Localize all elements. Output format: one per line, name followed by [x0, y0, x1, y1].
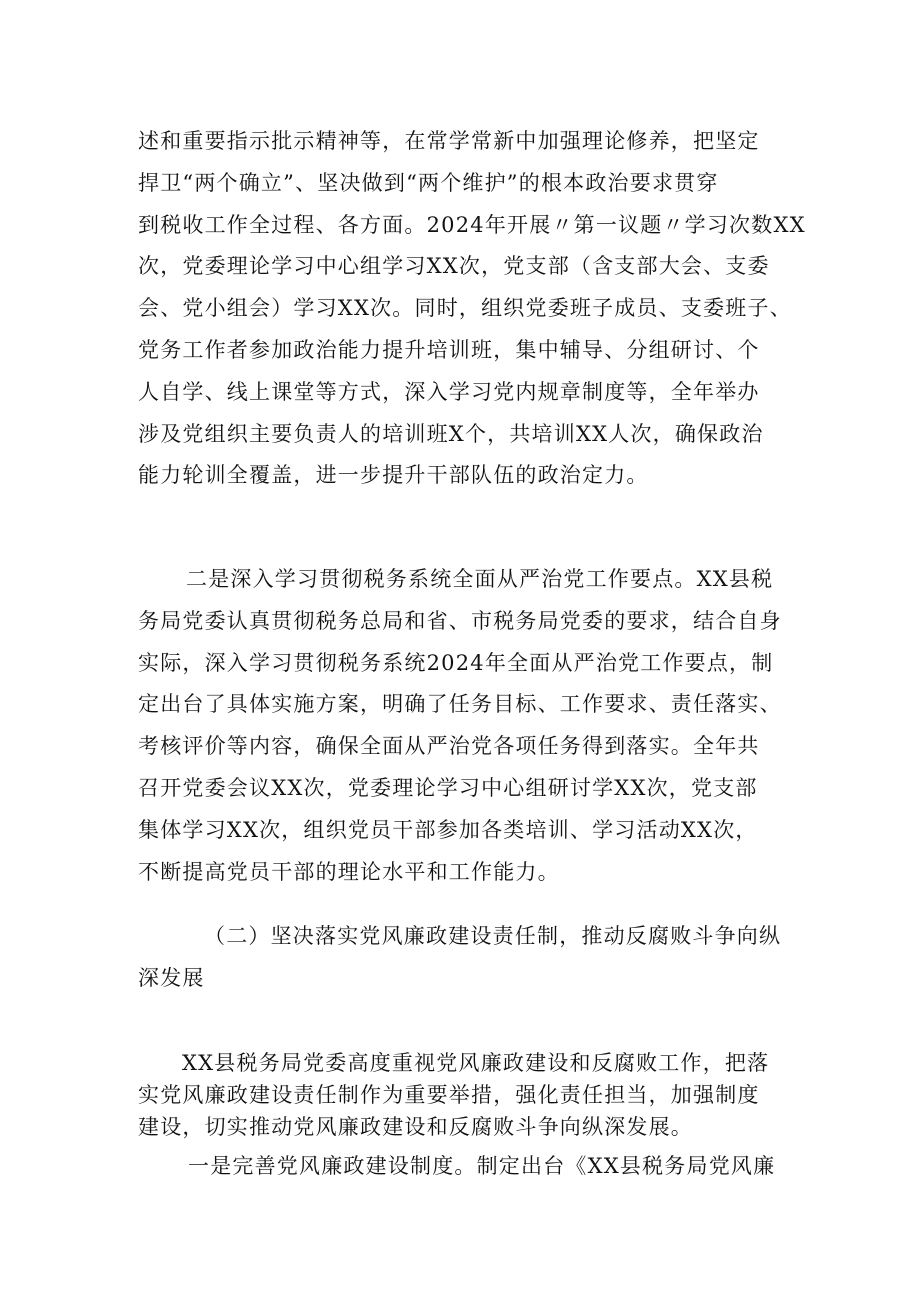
text-line: 人自学、线上课堂等方式，深入学习党内规章制度等，全年举办 — [138, 379, 760, 404]
text-line: 到税收工作全过程、各方面。2024年开展〃第一议题〃学习次数XX — [138, 212, 806, 237]
heading-line: （二）坚决落实党风廉政建设责任制，推动反腐败斗争向纵 — [204, 924, 782, 948]
section-heading — [138, 916, 798, 1000]
text-line: 会、党小组会）学习XX次。同时，组织党委班子成员、支委班子、 — [138, 296, 792, 321]
paragraph-anticorruption — [138, 1047, 798, 1143]
text-line: 考核评价等内容，确保全面从严治党各项任务得到落实。全年共 — [138, 734, 760, 759]
text-line: 实际，深入学习贯彻税务系统2024年全面从严治党工作要点，制 — [138, 650, 774, 675]
text-line: 不断提高党员干部的理论水平和工作能力。 — [138, 859, 560, 884]
text-line: 述和重要指示批示精神等，在常学常新中加强理论修养，把坚定 — [138, 129, 760, 153]
heading-line: 深发展 — [138, 965, 205, 990]
text-line: 一是完善党风廉政建设制度。制定出台《XX县税务局党风廉 — [188, 1154, 776, 1178]
text-line: 定出台了具体实施方案，明确了任务目标、工作要求、责任落实、 — [138, 692, 782, 717]
text-line: 召开党委会议XX次，党委理论学习中心组研讨学XX次，党支部 — [138, 775, 758, 800]
paragraph-strict-governance — [138, 559, 798, 893]
text-line: 二是深入学习贯彻税务系统全面从严治党工作要点。XX县税 — [186, 567, 774, 591]
paragraph-political-study — [138, 121, 806, 497]
paragraph-system-building — [138, 1146, 798, 1188]
text-line: 捍卫“两个确立”、坚决做到“两个维护”的根本政治要求贯穿 — [138, 170, 719, 195]
text-line: 涉及党组织主要负责人的培训班X个，共培训XX人次，确保政治 — [138, 421, 764, 446]
text-line: XX县税务局党委高度重视党风廉政建设和反腐败工作，把落 — [182, 1051, 770, 1075]
text-line: 次，党委理论学习中心组学习XX次，党支部（含支部大会、支委 — [138, 254, 770, 279]
text-line: 能力轮训全覆盖，进一步提升干部队伍的政治定力。 — [138, 463, 649, 488]
text-line: 建设，切实推动党风廉政建设和反腐败斗争向纵深发展。 — [138, 1115, 693, 1139]
text-line: 务局党委认真贯彻税务总局和省、市税务局党委的要求，结合自身 — [138, 608, 782, 633]
text-line: 党务工作者参加政治能力提升培训班，集中辅导、分组研讨、个 — [138, 337, 760, 362]
text-line: 实党风廉政建设责任制作为重要举措，强化责任担当，加强制度 — [138, 1083, 760, 1107]
text-line: 集体学习XX次，组织党员干部参加各类培训、学习活动XX次， — [138, 817, 758, 842]
